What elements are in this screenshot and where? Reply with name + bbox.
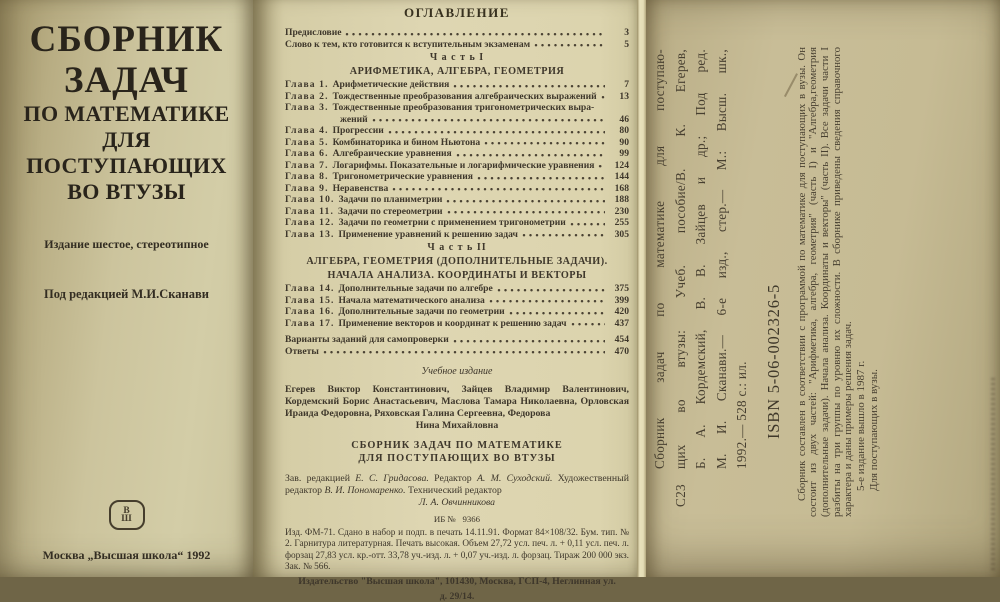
publisher-address: Издательство "Высшая школа", 101430, Москва, ГСП-4, Неглинная ул. xyxy=(298,576,616,588)
toc-entry-page: 255 xyxy=(614,217,629,228)
editors-paragraph xyxy=(285,473,629,497)
title-line: ПО МАТЕМАТИКЕ xyxy=(23,101,230,126)
toc-entry-label: Глава 10. xyxy=(285,194,335,205)
editor-role: Технический редактор xyxy=(405,485,502,496)
toc-entry-page: 124 xyxy=(614,159,629,171)
toc-entry-title: Тригонометрические уравнения xyxy=(332,171,473,182)
edition-note: Издание шестое, стереотипное xyxy=(44,237,209,251)
toc-entry-label: Глава 17. xyxy=(285,317,335,329)
toc-entry-title: Комбинаторика и бином Ньютона xyxy=(332,136,481,148)
toc-entry-title: Тождественные преобразования алгебраических выражений xyxy=(332,90,597,102)
toc-entry-title: Слово к тем, кто готовится к вступительным экзаменам xyxy=(285,38,531,50)
toc-entry-title: Варианты заданий для самопроверки xyxy=(285,334,449,345)
toc-entry-title: Неравенства xyxy=(332,182,389,194)
book-title xyxy=(0,19,253,205)
dot-leader xyxy=(477,172,605,182)
dot-leader xyxy=(509,307,605,317)
authors-last-line: Нина Михайловна xyxy=(415,420,499,431)
toc-entry xyxy=(285,295,629,307)
toc-entry xyxy=(285,125,629,137)
editor-role: Художественный редактор xyxy=(285,473,629,496)
dot-leader xyxy=(447,206,605,216)
authors-paragraph: Егерев Виктор Константинович, Зайцев Владимир Валентинович, Кордемский Борис Анастасьевич, Маслова Тамара Николаевна, Орловская Ираида Федоровна, Ряховская Галина Сергеевна, Федорова xyxy=(285,384,629,419)
toc-section-heading: НАЧАЛА АНАЛИЗА. КООРДИНАТЫ И ВЕКТОРЫ xyxy=(327,270,587,281)
toc-entry-title: Дополнительные задачи по алгебре xyxy=(338,283,493,294)
print-imprint: Изд. ФМ-71. Сдано в набор и подп. в печать 14.11.91. Формат 84×108/32. Бум. тип. № 2. Гарнитура литературная. Печать высокая. Объем 27,72 усл. печ. л. + 0,11 усл. печ. л. форзац 27,83 усл. кр.-отт. 33,78 уч.-изд. л. + 0,07 уч.-изд. л. форзац. Тираж 200 000 экз. Зак. № 566. xyxy=(285,528,629,572)
title-line: ЗАДАЧ xyxy=(64,60,189,101)
dot-leader xyxy=(456,149,605,159)
editor-role: Редактор xyxy=(428,473,477,484)
dot-leader xyxy=(372,114,605,124)
editor-role: Зав. редакцией xyxy=(285,473,356,484)
dot-leader xyxy=(522,229,605,239)
editor-name: А. М. Суходский. xyxy=(476,473,553,484)
dot-leader xyxy=(497,284,605,294)
page-edge xyxy=(637,0,646,577)
dot-leader xyxy=(392,183,605,193)
toc-entry xyxy=(285,114,629,126)
toc-entry-page: 7 xyxy=(624,79,629,90)
toc-entry-page: 3 xyxy=(624,27,629,38)
edition-history-note: 5-е издание вышло в 1987 г. xyxy=(855,360,868,491)
dot-leader xyxy=(598,160,605,170)
toc-entry-page: 168 xyxy=(614,182,629,194)
toc-entry-label: Глава 8. xyxy=(285,171,329,182)
bib-line: М. И. Сканави.— 6-е изд., стер.— М.: Высш. шк., xyxy=(713,49,729,469)
isbn: ISBN 5-06-002326-5 xyxy=(763,283,783,439)
toc-entry xyxy=(285,148,629,160)
toc-part-heading: Ч а с т ь I xyxy=(429,52,485,63)
toc-entry-title: Задачи по геометрии с применением тригонометрии xyxy=(338,217,566,228)
publisher-logo-icon xyxy=(109,500,145,530)
toc-entry-title: Дополнительные задачи по геометрии xyxy=(338,306,505,317)
toc-entry-label: Глава 1. xyxy=(285,79,329,90)
toc-entry-label: Глава 7. xyxy=(285,159,329,171)
dot-leader xyxy=(484,137,605,147)
title-line: ПОСТУПАЮЩИХ xyxy=(26,153,227,178)
toc-entry-title: Применение векторов и координат к решению задач xyxy=(338,317,567,329)
toc-heading: ОГЛАВЛЕНИЕ xyxy=(404,5,510,20)
ib-number: ИБ № 9366 xyxy=(433,514,481,524)
toc-entry xyxy=(285,229,629,241)
bib-line: Сборник задач по математике для поступаю- xyxy=(652,49,667,469)
toc-entry xyxy=(285,137,629,149)
toc-section-heading: АРИФМЕТИКА, АЛГЕБРА, ГЕОМЕТРИЯ xyxy=(349,66,565,77)
toc-entry-page: 420 xyxy=(614,306,629,317)
toc-entry xyxy=(285,91,629,103)
toc-entry-title: Тождественные преобразования тригонометрических выра- xyxy=(332,102,595,113)
title-page xyxy=(0,0,253,577)
toc-entry xyxy=(285,334,629,346)
annotation-paragraph: Сборник составлен в соответствии с программой по математике для поступающих в вузы. Он состоит из двух частей: "Арифметика, алгебра, геометрия" (часть I) и "Алгебра,геометрия (дополнительные задачи). Начала анализа. Координаты и векторы" (часть II). Все задачи части I разбиты на три группы по уровню их сложности. В сборнике приведены сведения справочного характера и даны примеры решения задач. xyxy=(795,47,855,517)
dot-leader xyxy=(345,28,605,38)
toc-entries xyxy=(285,27,629,357)
toc-entry-title: Алгебраические уравнения xyxy=(332,148,452,159)
dot-leader xyxy=(570,218,605,228)
dot-leader xyxy=(601,91,605,101)
bib-line: Б. А. Кордемский, В. В. Зайцев и др.; Под ред. xyxy=(693,49,708,469)
dot-leader xyxy=(453,80,605,90)
toc-entry-label: Глава 5. xyxy=(285,136,329,148)
toc-entry-title: Задачи по стереометрии xyxy=(337,205,443,217)
toc-entry xyxy=(285,39,629,51)
editors-last-line: Л. А. Овчинникова xyxy=(418,497,496,508)
toc-entry-page: 230 xyxy=(614,205,629,217)
toc-entry-title: Задачи по планиметрии xyxy=(338,194,443,205)
toc-entry-label: Глава 2. xyxy=(285,90,329,102)
toc-entry-page: 46 xyxy=(619,113,629,125)
toc-entry-title: жений xyxy=(340,113,368,125)
toc-entry-page: 375 xyxy=(614,283,629,294)
toc-entry-page: 13 xyxy=(619,90,629,102)
edge-cropped-text xyxy=(991,378,995,570)
toc-entry xyxy=(285,194,629,206)
toc-entry-label: Глава 11. xyxy=(285,205,334,217)
toc-entry-title: Логарифмы. Показательные и логарифмические уравнения xyxy=(332,159,595,171)
dot-leader xyxy=(323,346,605,356)
toc-entry xyxy=(285,346,629,358)
toc-entry-title: Прогрессии xyxy=(332,125,384,136)
dot-leader xyxy=(571,318,605,328)
toc-entry xyxy=(285,79,629,91)
toc-entry xyxy=(285,183,629,195)
logo-letter-bottom: Ш xyxy=(121,514,132,524)
toc-entry-page: 437 xyxy=(614,317,629,329)
contents-page xyxy=(253,0,637,602)
colophon-book-title: СБОРНИК ЗАДАЧ ПО МАТЕМАТИКЕ xyxy=(351,440,563,451)
toc-entry xyxy=(285,318,629,330)
colophon-book-title: ДЛЯ ПОСТУПАЮЩИХ ВО ВТУЗЫ xyxy=(358,453,556,464)
bib-line: 1992.— 528 с.: ил. xyxy=(734,361,749,469)
toc-entry-page: 399 xyxy=(614,294,629,306)
toc-entry-title: Предисловие xyxy=(285,27,342,38)
toc-entry-label: Глава 13. xyxy=(285,228,335,240)
toc-entry-page: 188 xyxy=(614,194,629,205)
edition-type-note: Учебное издание xyxy=(421,366,493,377)
toc-entry xyxy=(285,306,629,318)
toc-entry xyxy=(285,283,629,295)
toc-entry xyxy=(285,171,629,183)
dot-leader xyxy=(446,195,605,205)
toc-entry-page: 80 xyxy=(619,125,629,136)
dot-leader xyxy=(388,126,605,136)
toc-entry xyxy=(285,27,629,39)
bibliographic-record xyxy=(650,49,753,507)
toc-entry-label: Глава 15. xyxy=(285,294,335,306)
toc-entry xyxy=(285,217,629,229)
toc-section-heading: АЛГЕБРА, ГЕОМЕТРИЯ (ДОПОЛНИТЕЛЬНЫЕ ЗАДАЧИ). xyxy=(306,256,608,267)
title-line: СБОРНИК xyxy=(29,19,224,60)
toc-entry-page: 90 xyxy=(619,136,629,148)
dot-leader xyxy=(534,39,605,49)
editor-note: Под редакцией М.И.Сканави xyxy=(44,287,209,301)
toc-entry-page: 305 xyxy=(614,228,629,240)
editor-name: Е. С. Гридасова. xyxy=(355,473,429,484)
toc-entry-label: Глава 16. xyxy=(285,306,335,317)
toc-entry-label: Глава 14. xyxy=(285,283,335,294)
toc-entry-label: Глава 3. xyxy=(285,102,329,113)
dot-leader xyxy=(453,335,605,345)
toc-entry xyxy=(285,160,629,172)
toc-entry-label: Глава 9. xyxy=(285,182,329,194)
rotated-text-block xyxy=(650,27,950,517)
bib-line: щих во втузы: Учеб. пособие/В. К. Егерев, xyxy=(672,49,688,469)
toc-entry-page: 5 xyxy=(624,38,629,50)
editor-name: В. И. Пономаренко. xyxy=(324,485,406,496)
toc-entry-page: 99 xyxy=(619,148,629,159)
toc-entry-label: Глава 6. xyxy=(285,148,329,159)
city-publisher-year: Москва „Высшая школа“ 1992 xyxy=(42,548,211,562)
toc-entry-label: Глава 4. xyxy=(285,125,329,136)
audience-note: Для поступающих в вузы. xyxy=(867,369,880,491)
toc-entry xyxy=(285,102,629,114)
toc-entry-title: Ответы xyxy=(285,345,319,357)
toc-entry xyxy=(285,206,629,218)
toc-entry-title: Арифметические действия xyxy=(332,79,450,90)
toc-entry-page: 144 xyxy=(614,171,629,182)
toc-entry-title: Применение уравнений к решению задач xyxy=(338,228,518,240)
logo-letter-top: В xyxy=(123,506,130,516)
title-line: ДЛЯ xyxy=(102,127,151,152)
toc-entry-title: Начала математического анализа xyxy=(338,294,485,306)
toc-entry-page: 470 xyxy=(614,345,629,357)
toc-entry-page: 454 xyxy=(614,334,629,345)
dot-leader xyxy=(489,295,605,305)
title-line: ВО ВТУЗЫ xyxy=(67,179,186,204)
classification-code: С23 xyxy=(672,484,688,507)
toc-entry-label: Глава 12. xyxy=(285,217,335,228)
toc-part-heading: Ч а с т ь II xyxy=(427,242,487,253)
publisher-address: д. 29/14. xyxy=(439,590,475,602)
